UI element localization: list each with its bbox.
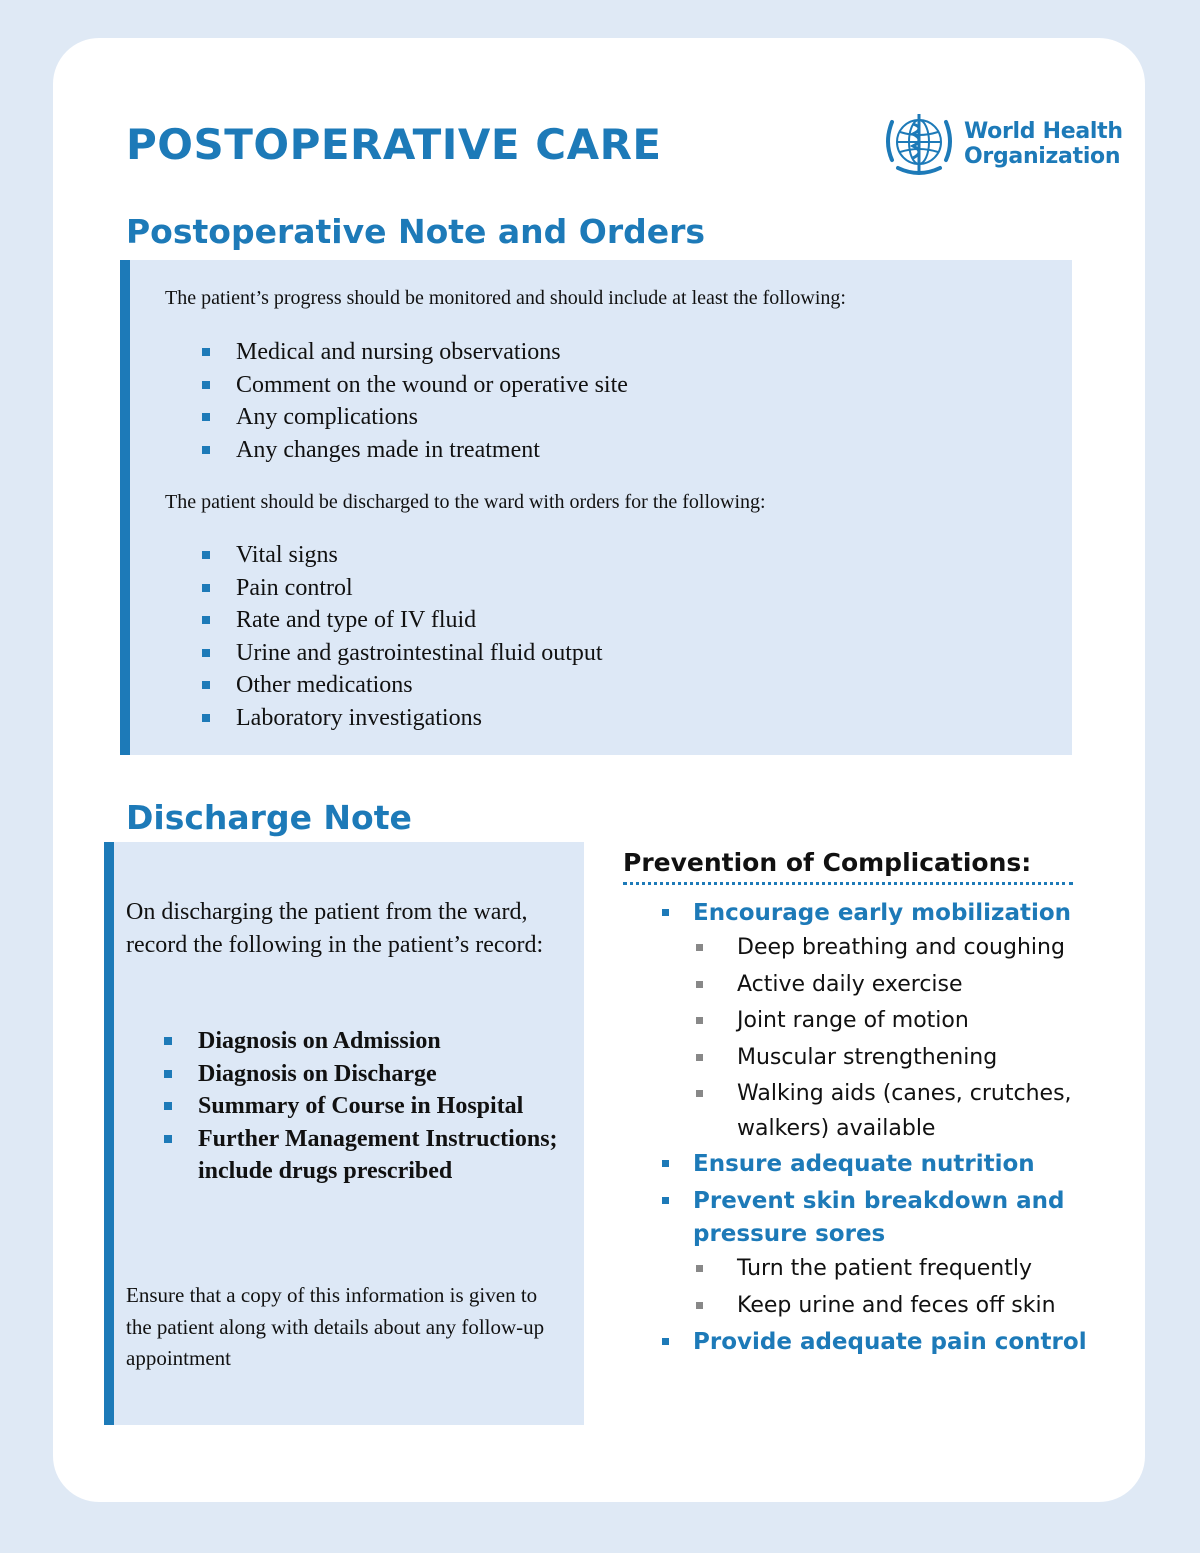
prevention-item <box>660 1148 1090 1181</box>
discharge-note-heading: Discharge Note <box>126 798 412 837</box>
list-item: Turn the patient frequently <box>693 1251 1073 1288</box>
prevention-sublist <box>693 930 1090 1146</box>
discharge-orders-list <box>202 539 603 734</box>
list-item: Joint range of motion <box>693 1003 1090 1040</box>
prevention-item-label: Ensure adequate nutrition <box>693 1151 1035 1177</box>
progress-list <box>202 336 628 466</box>
prevention-item-label: Provide adequate pain control <box>693 1329 1087 1355</box>
list-item: Summary of Course in Hospital <box>164 1090 584 1123</box>
list-item: Other medications <box>202 669 603 702</box>
who-emblem-icon <box>880 110 958 178</box>
list-item: Vital signs <box>202 539 603 572</box>
prevention-item <box>660 1326 1090 1359</box>
progress-intro: The patient’s progress should be monitored and should include at least the following: <box>165 287 846 309</box>
list-item: Diagnosis on Admission <box>164 1025 584 1058</box>
who-logo-line2: Organization <box>964 144 1121 169</box>
list-item: Diagnosis on Discharge <box>164 1058 584 1091</box>
orders-heading: Postoperative Note and Orders <box>126 212 706 251</box>
list-item: Muscular strengthening <box>693 1040 1090 1077</box>
prevention-item-label: Prevent skin breakdown and pressure sores <box>693 1188 1065 1247</box>
list-item: Any complications <box>202 401 628 434</box>
list-item: Rate and type of IV fluid <box>202 604 603 637</box>
discharge-note-footer: Ensure that a copy of this information is given to the patient along with details about any follow-up appointment <box>126 1283 545 1370</box>
list-item: Urine and gastrointestinal fluid output <box>202 637 603 670</box>
discharge-note-intro: On discharging the patient from the ward, record the following in the patient’s record: <box>126 899 544 958</box>
prevention-item <box>660 897 1090 1146</box>
discharge-note-list <box>164 1025 584 1188</box>
prevention-sublist <box>693 1251 1073 1324</box>
list-item: Medical and nursing observations <box>202 336 628 369</box>
list-item: Active daily exercise <box>693 967 1090 1004</box>
prevention-item <box>660 1185 1073 1324</box>
discharge-orders-intro: The patient should be discharged to the ward with orders for the following: <box>165 491 766 513</box>
list-item: Further Management Instructions; include drugs prescribed <box>164 1123 584 1188</box>
who-logo <box>880 110 1123 178</box>
who-logo-line1: World Health <box>964 119 1123 144</box>
list-item: Deep breathing and coughing <box>693 930 1090 967</box>
who-logo-text <box>964 119 1123 169</box>
list-item: Pain control <box>202 572 603 605</box>
list-item: Comment on the wound or operative site <box>202 369 628 402</box>
list-item: Any changes made in treatment <box>202 434 628 467</box>
list-item: Laboratory investigations <box>202 702 603 735</box>
prevention-heading: Prevention of Complications: <box>623 846 1073 885</box>
discharge-note-box <box>104 842 584 1425</box>
prevention-item-label: Encourage early mobilization <box>693 900 1072 926</box>
orders-box <box>120 260 1072 755</box>
prevention-list <box>660 897 1090 1359</box>
list-item: Walking aids (canes, crutches, walkers) available <box>693 1076 1077 1146</box>
page-title: POSTOPERATIVE CARE <box>126 120 662 169</box>
list-item: Keep urine and feces off skin <box>693 1288 1073 1325</box>
